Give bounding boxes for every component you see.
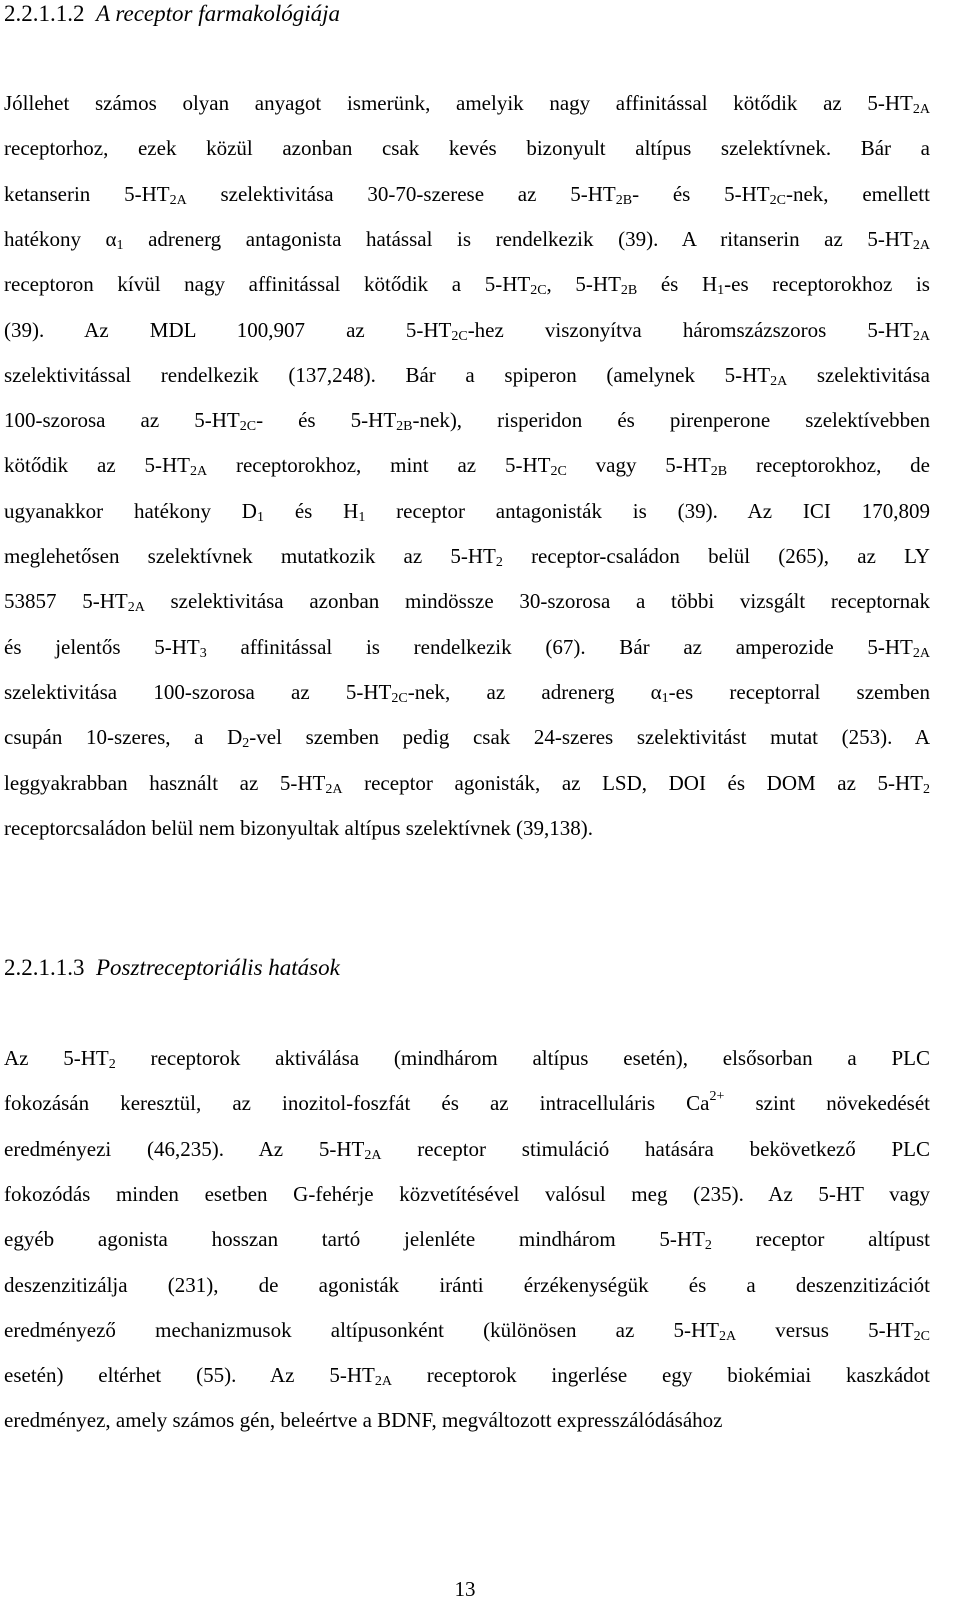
text-line: leggyakrabban használt az $5-HT_{2A}$ receptor agonisták, az LSD, DOI és DOM az $5-HT_2$ [4, 770, 931, 797]
text-line: kötődik az $5-HT_{2A}$ receptorokhoz, mint az $5-HT_{2C}$ vagy $5-HT_{2B}$ receptorokhoz, de [4, 453, 930, 480]
text-line: szelektivitása 100-szorosa az $5-HT_{2C}$-nek, az adrenerg $\alpha_1-es$ receptorral szemben [4, 679, 930, 706]
page-number: 13 [454, 1577, 476, 1601]
text-line: fokozásán keresztül, az inozitol-foszfát és az intracelluláris $Ca^{2+}$ szint növekedését [4, 1089, 931, 1116]
text-line: ugyanakkor hatékony $D_1$ és $H_1$ receptor antagonisták is (39). Az ICI 170,809 [4, 498, 930, 525]
text-line: deszenzitizálja (231), de agonisták iránti érzékenységük és a deszenzitizációt [4, 1272, 930, 1297]
section-number: 2.2.1.1.2 [4, 1, 85, 26]
section-heading-pharmacology [4, 0, 340, 29]
section-heading-postreceptor [4, 953, 340, 983]
text-line: meglehetősen szelektívnek mutatkozik az $5-HT_2$ receptor-családon belül (265), az LY [4, 544, 930, 570]
text-line: Az $5-HT_2$ receptorok aktiválása (mindhárom altípus esetén), elsősorban a PLC [4, 1046, 930, 1072]
text-line: szelektivitással rendelkezik (137,248). Bár a spiperon (amelynek $5-HT_{2A}$ szelektivitása [4, 362, 930, 389]
text-line: esetén) eltérhet (55). Az $5-HT_{2A}$ receptorok ingerlése egy biokémiai kaszkádot [4, 1363, 930, 1390]
text-line: fokozódás minden esetben G-fehérje közvetítésével valósul meg (235). Az 5-HT vagy [4, 1181, 930, 1206]
text-line: egyéb agonista hosszan tartó jelenléte mindhárom $5-HT_2$ receptor altípust [4, 1227, 930, 1254]
section-title: Posztreceptoriális hatások [96, 955, 340, 980]
text-line: Jóllehet számos olyan anyagot ismerünk, amelyik nagy affinitással kötődik az $5-HT_{2A}$ [4, 91, 930, 117]
text-line: 53857 $5-HT_{2A}$ szelektivitása azonban mindössze 30-szorosa a többi vizsgált receptornak [4, 589, 930, 616]
text-line: csupán 10-szeres, a $D_2$-vel szemben pedig csak 24-szeres szelektivitást mutat (253). A [4, 725, 931, 752]
text-line: receptoron kívül nagy affinitással kötődik a $5-HT_{2C}$, $5-HT_{2B}$ és $H_1-es$ receptorokhoz is [4, 272, 930, 299]
text-line: és jelentős $5-HT_3$ affinitással is rendelkezik (67). Bár az amperozide $5-HT_{2A}$ [4, 634, 930, 661]
section-title: A receptor farmakológiája [96, 1, 341, 26]
text-line: (39). Az MDL 100,907 az $5-HT_{2C}$-hez viszonyítva háromszázszoros $5-HT_{2A}$ [4, 317, 930, 344]
text-line: 100-szorosa az $5-HT_{2C}-$ és $5-HT_{2B}-nek$), risperidon és pirenperone szelektívebben [4, 408, 930, 435]
text-line: hatékony $\alpha_1$ adrenerg antagonista hatással is rendelkezik (39). A ritanserin az $5-HT_{2A}$ [4, 226, 930, 253]
text-line: receptorcsaládon belül nem bizonyultak altípus szelektívnek (39,138). [4, 815, 593, 840]
section-number: 2.2.1.1.3 [4, 955, 85, 980]
text-line: ketanserin $5-HT_{2A}$ szelektivitása 30-70-szerese az $5-HT_{2B}-$ és $5-HT_{2C}$-nek, emellett [4, 181, 930, 208]
text-line: receptorhoz, ezek közül azonban csak kevés bizonyult altípus szelektívnek. Bár a [4, 136, 930, 161]
text-line: eredményező mechanizmusok altípusonként (különösen az $5-HT_{2A}$ versus $5-HT_{2C}$ [4, 1317, 930, 1344]
text-line: eredményez, amely számos gén, beleértve a BDNF, megváltozott expresszálódásához [4, 1408, 723, 1433]
text-line: eredményezi (46,235). Az $5-HT_{2A}$ receptor stimuláció hatására bekövetkező PLC [4, 1136, 930, 1163]
